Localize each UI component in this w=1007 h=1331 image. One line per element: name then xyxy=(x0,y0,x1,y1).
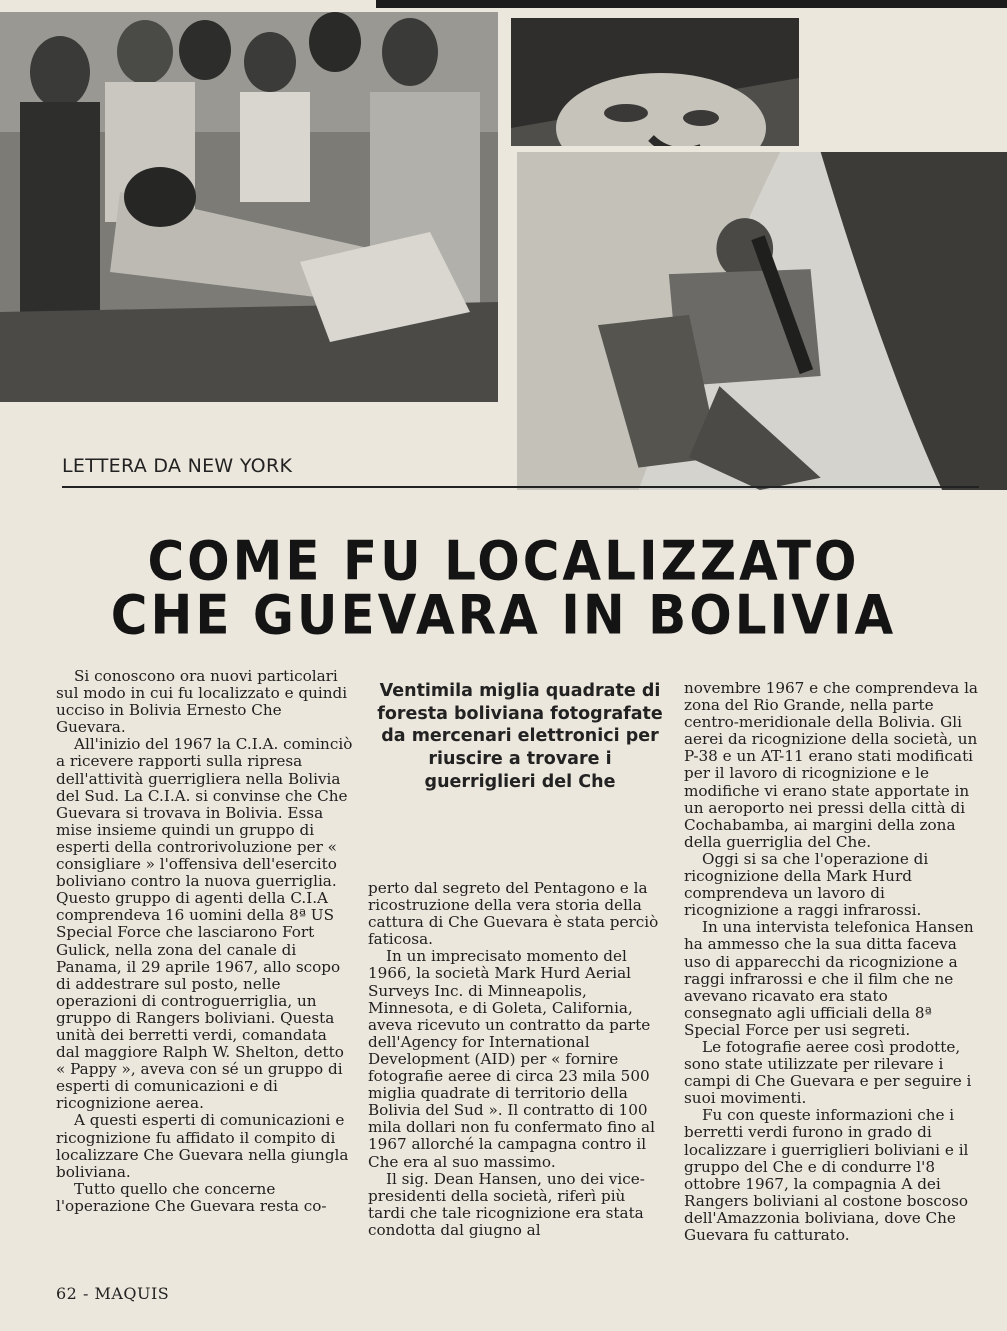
headline-line-2: CHE GUEVARA IN BOLIVIA xyxy=(110,583,897,647)
headline-line-1: COME FU LOCALIZZATO xyxy=(147,529,860,593)
article-column-3 xyxy=(684,680,980,1244)
top-black-rule xyxy=(376,0,1007,8)
deck-subheadline: Ventimila miglia quadrate di foresta boliviana fotografate da mercenari elettronici per riuscire a trovare i guerriglieri del Che xyxy=(377,681,663,792)
paragraph: All'inizio del 1967 la C.I.A. cominciò a ricevere rapporti sulla ripresa dell'attività guerrigliera nella Bolivia del Sud. La C.I.A. si convinse che Che Guevara si trovava in Bolivia. Essa mise insieme quindi un gruppo di esperti della controrivoluzione per « consigliare » l'offensiva dell'esercito boliviano contro la nuova guerriglia. Questo gruppo di agenti della C.I.A comprendeva 16 uomini della 8ª US Special Force che lasciarono Fort Gulick, nella zona del canale di Panama, il 29 aprile 1967, allo scopo di addestrare sul posto, nelle operazioni di controguerriglia, un gruppo di Rangers boliviani. Questa unità dei berretti verdi, comandata dal maggiore Ralph W. Shelton, detto « Pappy », aveva con sé un gruppo di esperti di comunicazioni e di ricognizione aerea. xyxy=(56,735,353,1113)
paragraph: Oggi si sa che l'operazione di ricognizione della Mark Hurd comprendeva un lavoro di ricognizione a raggi infrarossi. xyxy=(684,849,929,920)
paragraph: A questi esperti di comunicazioni e ricognizione fu affidato il compito di localizzare Che Guevara nella giungla boliviana. xyxy=(56,1111,349,1181)
photo-soldier-with-rifle xyxy=(511,146,1007,490)
photo-soldiers-with-body xyxy=(0,12,498,402)
paragraph: In un imprecisato momento del 1966, la società Mark Hurd Aerial Surveys Inc. di Minneapolis, Minnesota, e di Goleta, California, aveva ricevuto un contratto da parte dell'Agency for International Development (AID) per « fornire fotografie aeree di circa 23 mila 500 miglia quadrate di territorio della Bolivia del Sud ». Il contratto di 100 mila dollari non fu confermato fino al 1967 allorché la campagna contro il Che era al suo massimo. xyxy=(368,947,655,1171)
paragraph: perto dal segreto del Pentagono e la ricostruzione della vera storia della cattura di Che Guevara è stata perciò faticosa. xyxy=(368,879,659,949)
paragraph: novembre 1967 e che comprendeva la zona del Rio Grande, nella parte centro-meridionale della Bolivia. Gli aerei da ricognizione della società, un P-38 e un AT-11 erano stati modificati per il lavoro di ricognizione e le modifiche vi erano state apportate in un aeroporto nei pressi della città di Cochabamba, ai margini della zona della guerriglia del Che. xyxy=(684,679,978,851)
page-folio: 62 - MAQUIS xyxy=(56,1284,170,1303)
section-divider xyxy=(62,486,979,488)
paragraph: Fu con queste informazioni che i berretti verdi furono in grado di localizzare i guerriglieri boliviani e il gruppo del Che e di condurre l'8 ottobre 1967, la compagnia A dei Rangers boliviani al costone boscoso dell'Amazzonia boliviana, dove Che Guevara fu catturato. xyxy=(684,1106,969,1244)
article-column-2 xyxy=(368,880,664,1239)
paragraph: Le fotografie aeree così prodotte, sono state utilizzate per rilevare i campi di Che Guevara e per seguire i suoi movimenti. xyxy=(684,1037,972,1108)
paragraph: In una intervista telefonica Hansen ha ammesso che la sua ditta faceva uso di apparecchi da ricognizione a raggi infrarossi e che il film che ne avevano ricavato era stato consegnato agli ufficiali della 8ª Special Force per usi segreti. xyxy=(684,918,974,1039)
section-label: LETTERA DA NEW YORK xyxy=(62,455,293,477)
paragraph: Tutto quello che concerne l'operazione Che Guevara resta co- xyxy=(56,1179,327,1215)
article-column-1 xyxy=(56,668,353,1215)
paragraph: Il sig. Dean Hansen, uno dei vice-presidenti della società, riferì più tardi che tale ricognizione era stata condotta dal giugno al xyxy=(368,1169,645,1239)
paragraph: Si conoscono ora nuovi particolari sul modo in cui fu localizzato e quindi ucciso in Bolivia Ernesto Che Guevara. xyxy=(56,667,348,737)
